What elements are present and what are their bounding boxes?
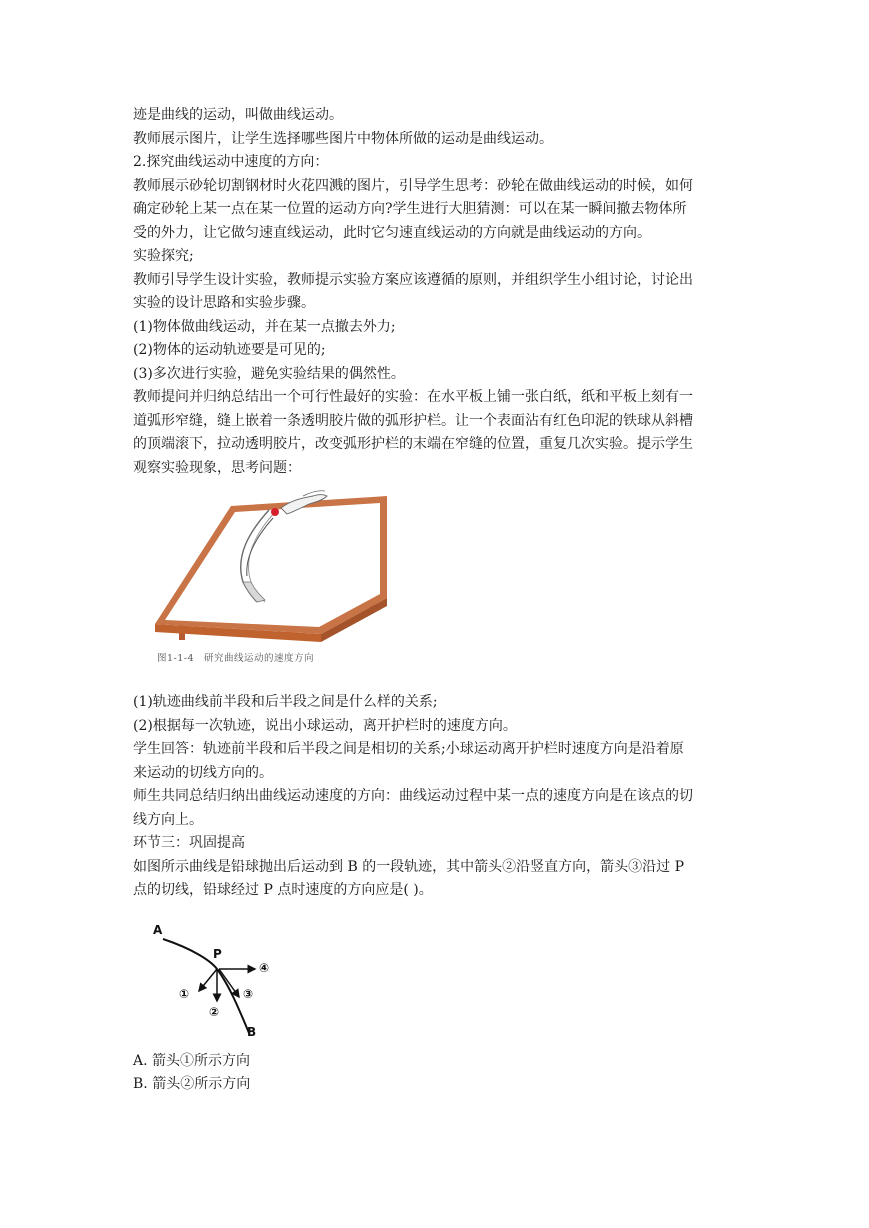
answer-options	[133, 1050, 743, 1097]
arrow-3-label: ③	[243, 986, 254, 1001]
text-line: 来运动的切线方向的。	[133, 764, 273, 781]
answer-option: A. 箭头①所示方向	[133, 1052, 251, 1069]
text-line: 学生回答：轨迹前半段和后半段之间是相切的关系;小球运动离开护栏时速度方向是沿着原	[133, 741, 684, 757]
text-line: 迹是曲线的运动，叫做曲线运动。	[133, 107, 343, 123]
text-line: 确定砂轮上某一点在某一位置的运动方向?学生进行大胆猜测：可以在某一瞬间撤去物体所	[133, 201, 687, 217]
text-line: 师生共同总结归纳出曲线运动速度的方向：曲线运动过程中某一点的速度方向是在该点的切	[133, 788, 693, 804]
arrow-2-label: ②	[209, 1004, 220, 1019]
text-line: 教师引导学生设计实验，教师提示实验方案应该遵循的原则，并组织学生小组讨论，讨论出	[133, 271, 693, 288]
text-block-top	[133, 104, 743, 480]
text-line: 的顶端滚下，拉动透明胶片，改变弧形护栏的末端在窄缝的位置，重复几次实验。提示学生	[133, 436, 693, 452]
text-line: 教师提问并归纳总结出一个可行性最好的实验：在水平板上铺一张白纸，纸和平板上刻有一	[133, 389, 693, 405]
text-line: (1)轨迹曲线前半段和后半段之间是什么样的关系;	[133, 694, 438, 710]
text-line: 道弧形窄缝，缝上嵌着一条透明胶片做的弧形护栏。让一个表面沾有红色印泥的铁球从斜槽	[133, 412, 693, 429]
text-line: 教师展示砂轮切割钢材时火花四溅的图片，引导学生思考：砂轮在做曲线运动的时候，如何	[133, 177, 693, 194]
text-line: 实验的设计思路和实验步骤。	[133, 295, 315, 311]
text-line: 点的切线，铅球经过 P 点时速度的方向应是( )。	[133, 882, 433, 898]
text-line: 观察实验现象，思考问题：	[133, 459, 301, 476]
trajectory-figure	[143, 921, 293, 1046]
trajectory-diagram	[143, 921, 293, 1046]
text-line: 实验探究;	[133, 248, 194, 264]
text-line: 教师展示图片，让学生选择哪些图片中物体所做的运动是曲线运动。	[133, 130, 553, 147]
arrow-4-label: ④	[259, 960, 270, 975]
experiment-figure	[151, 490, 391, 685]
text-line: (1)物体做曲线运动，并在某一点撤去外力;	[133, 318, 396, 335]
text-line: 线方向上。	[133, 811, 203, 828]
text-line: (2)根据每一次轨迹，说出小球运动，离开护栏时的速度方向。	[133, 717, 517, 734]
point-a-label: A	[153, 922, 163, 937]
figure-caption: 图1-1-4 研究曲线运动的速度方向	[157, 653, 315, 664]
text-line: 2.探究曲线运动中速度的方向：	[133, 154, 329, 170]
arrow-1-label: ①	[179, 986, 190, 1001]
text-line: (3)多次进行实验，避免实验结果的偶然性。	[133, 365, 405, 382]
text-line: (2)物体的运动轨迹要是可见的;	[133, 342, 326, 358]
text-line: 环节三：巩固提高	[133, 835, 245, 851]
text-line: 如图所示曲线是铅球抛出后运动到 B 的一段轨迹，其中箭头②沿竖直方向，箭头③沿过 P	[133, 858, 685, 875]
document-page	[133, 104, 743, 1097]
point-p-label: P	[213, 946, 222, 961]
point-b-label: B	[247, 1024, 257, 1039]
text-line: 受的外力，让它做匀速直线运动，此时它匀速直线运动的方向就是曲线运动的方向。	[133, 224, 651, 241]
answer-option: B. 箭头②所示方向	[133, 1076, 251, 1092]
text-block-middle	[133, 691, 743, 903]
